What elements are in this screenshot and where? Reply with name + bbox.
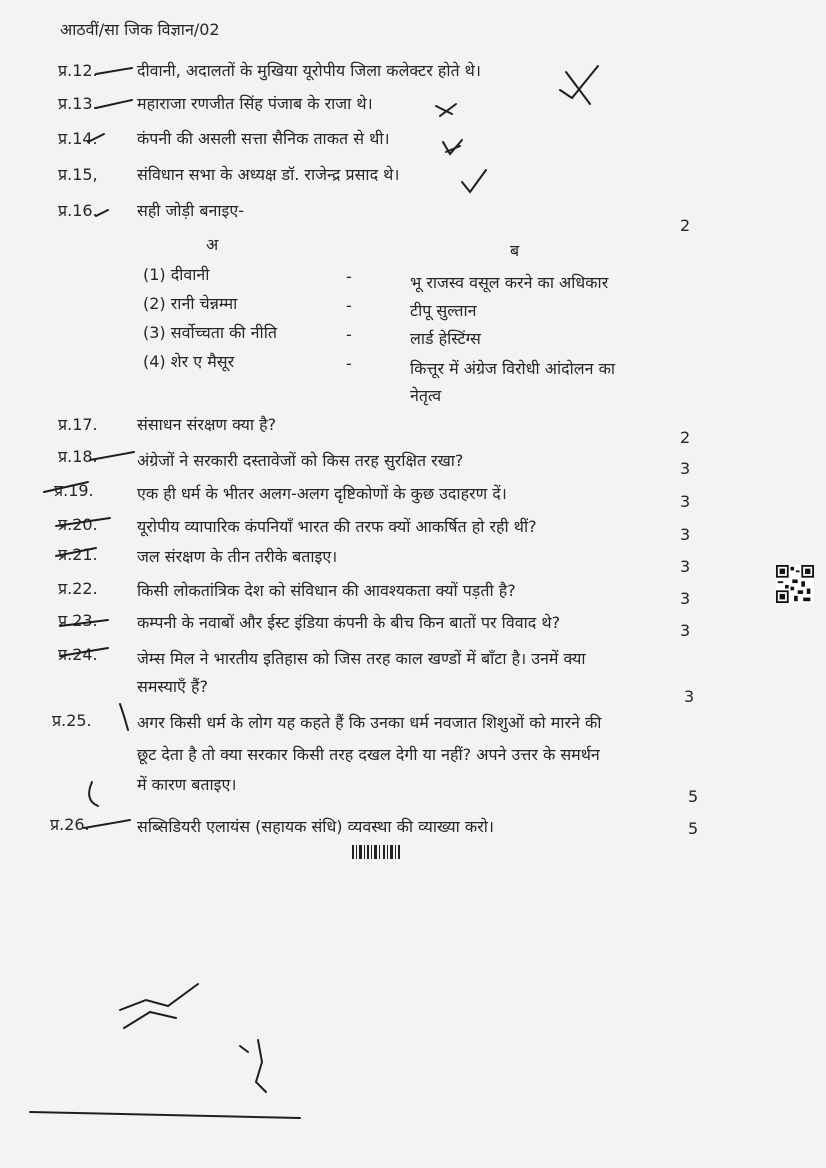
question-number: प्र.14.: [58, 129, 98, 148]
question-number: प्र.18.: [58, 447, 98, 466]
column-a-header: अ: [206, 235, 219, 254]
question-number: प्र.22.: [58, 579, 98, 598]
question-text: संसाधन संरक्षण क्या है?: [137, 415, 277, 434]
question-marks: 3: [684, 687, 695, 706]
question-marks: 5: [688, 819, 699, 838]
question-text: अंग्रेजों ने सरकारी दस्तावेजों को किस तरह सुरक्षित रखा?: [137, 451, 464, 470]
question-text-continued: में कारण बताइए।: [137, 775, 237, 794]
question-number: प्र.23.: [58, 611, 98, 630]
question-text: दीवानी, अदालतों के मुखिया यूरोपीय जिला कलेक्टर होते थे।: [137, 61, 481, 80]
question-number: प्र.25.: [52, 711, 92, 730]
question-number: प्र.12.: [58, 61, 98, 80]
qr-code-icon: [776, 565, 814, 603]
question-number: प्र.20.: [58, 515, 98, 534]
question-text: अगर किसी धर्म के लोग यह कहते हैं कि उनका धर्म नवजात शिशुओं को मारने की: [137, 713, 602, 732]
question-marks: 3: [680, 492, 691, 511]
question-number: प्र.21.: [58, 545, 98, 564]
match-left-item: (2) रानी चेन्नम्मा: [143, 294, 238, 313]
question-text: कंपनी की असली सत्ता सैनिक ताकत से थी।: [137, 129, 390, 148]
question-text: एक ही धर्म के भीतर अलग-अलग दृष्टिकोणों के कुछ उदाहरण दें।: [137, 484, 507, 503]
match-left-item: (4) शेर ए मैसूर: [143, 352, 235, 371]
question-text-continued: समस्याएँ हैं?: [137, 677, 208, 696]
question-number: प्र.17.: [58, 415, 98, 434]
question-text: जल संरक्षण के तीन तरीके बताइए।: [137, 547, 338, 566]
match-dash: -: [346, 325, 352, 344]
match-dash: -: [346, 296, 352, 315]
question-text-continued: छूट देता है तो क्या सरकार किसी तरह दखल देगी या नहीं? अपने उत्तर के समर्थन: [137, 745, 600, 764]
question-marks: 3: [680, 557, 691, 576]
match-right-item: लार्ड हेस्टिंग्स: [410, 329, 481, 348]
question-text: कम्पनी के नवाबों और ईस्ट इंडिया कंपनी के बीच किन बातों पर विवाद थे?: [137, 613, 561, 632]
question-text: सही जोड़ी बनाइए-: [137, 201, 244, 220]
question-marks: 2: [680, 216, 691, 235]
question-number: प्र.13.: [58, 94, 98, 113]
question-text: सब्सिडियरी एलायंस (सहायक संधि) व्यवस्था की व्याख्या करो।: [137, 817, 494, 836]
match-left-item: (1) दीवानी: [143, 265, 210, 284]
question-marks: 2: [680, 428, 691, 447]
match-dash: -: [346, 354, 352, 373]
question-number: प्र.26.: [50, 815, 90, 834]
question-marks: 3: [680, 621, 691, 640]
question-marks: 3: [680, 525, 691, 544]
question-number: प्र.16.: [58, 201, 98, 220]
question-text: संविधान सभा के अध्यक्ष डॉ. राजेन्द्र प्रसाद थे।: [137, 165, 400, 184]
question-text: जेम्स मिल ने भारतीय इतिहास को जिस तरह काल खण्डों में बाँटा है। उनमें क्या: [137, 649, 586, 668]
match-dash: -: [346, 267, 352, 286]
question-marks: 3: [680, 459, 691, 478]
match-right-item: भू राजस्व वसूल करने का अधिकार: [410, 273, 609, 292]
match-left-item: (3) सर्वोच्चता की नीति: [143, 323, 277, 342]
question-marks: 5: [688, 787, 699, 806]
question-number: प्र.19.: [54, 481, 94, 500]
question-text: महाराजा रणजीत सिंह पंजाब के राजा थे।: [137, 94, 373, 113]
match-right-item-continued: नेतृत्व: [410, 386, 442, 405]
barcode-mark: [352, 845, 402, 859]
question-number: प्र.24.: [58, 645, 98, 664]
match-right-item: टीपू सुल्तान: [410, 301, 477, 320]
page-header: आठवीं/सा जिक विज्ञान/02: [60, 20, 220, 39]
question-text: यूरोपीय व्यापारिक कंपनियाँ भारत की तरफ क्यों आकर्षित हो रही थीं?: [137, 517, 537, 536]
question-marks: 3: [680, 589, 691, 608]
question-number: प्र.15,: [58, 165, 98, 184]
match-right-item: कित्तूर में अंग्रेज विरोधी आंदोलन का: [410, 359, 616, 378]
column-b-header: ब: [510, 241, 520, 260]
question-text: किसी लोकतांत्रिक देश को संविधान की आवश्यकता क्यों पड़ती है?: [137, 581, 516, 600]
